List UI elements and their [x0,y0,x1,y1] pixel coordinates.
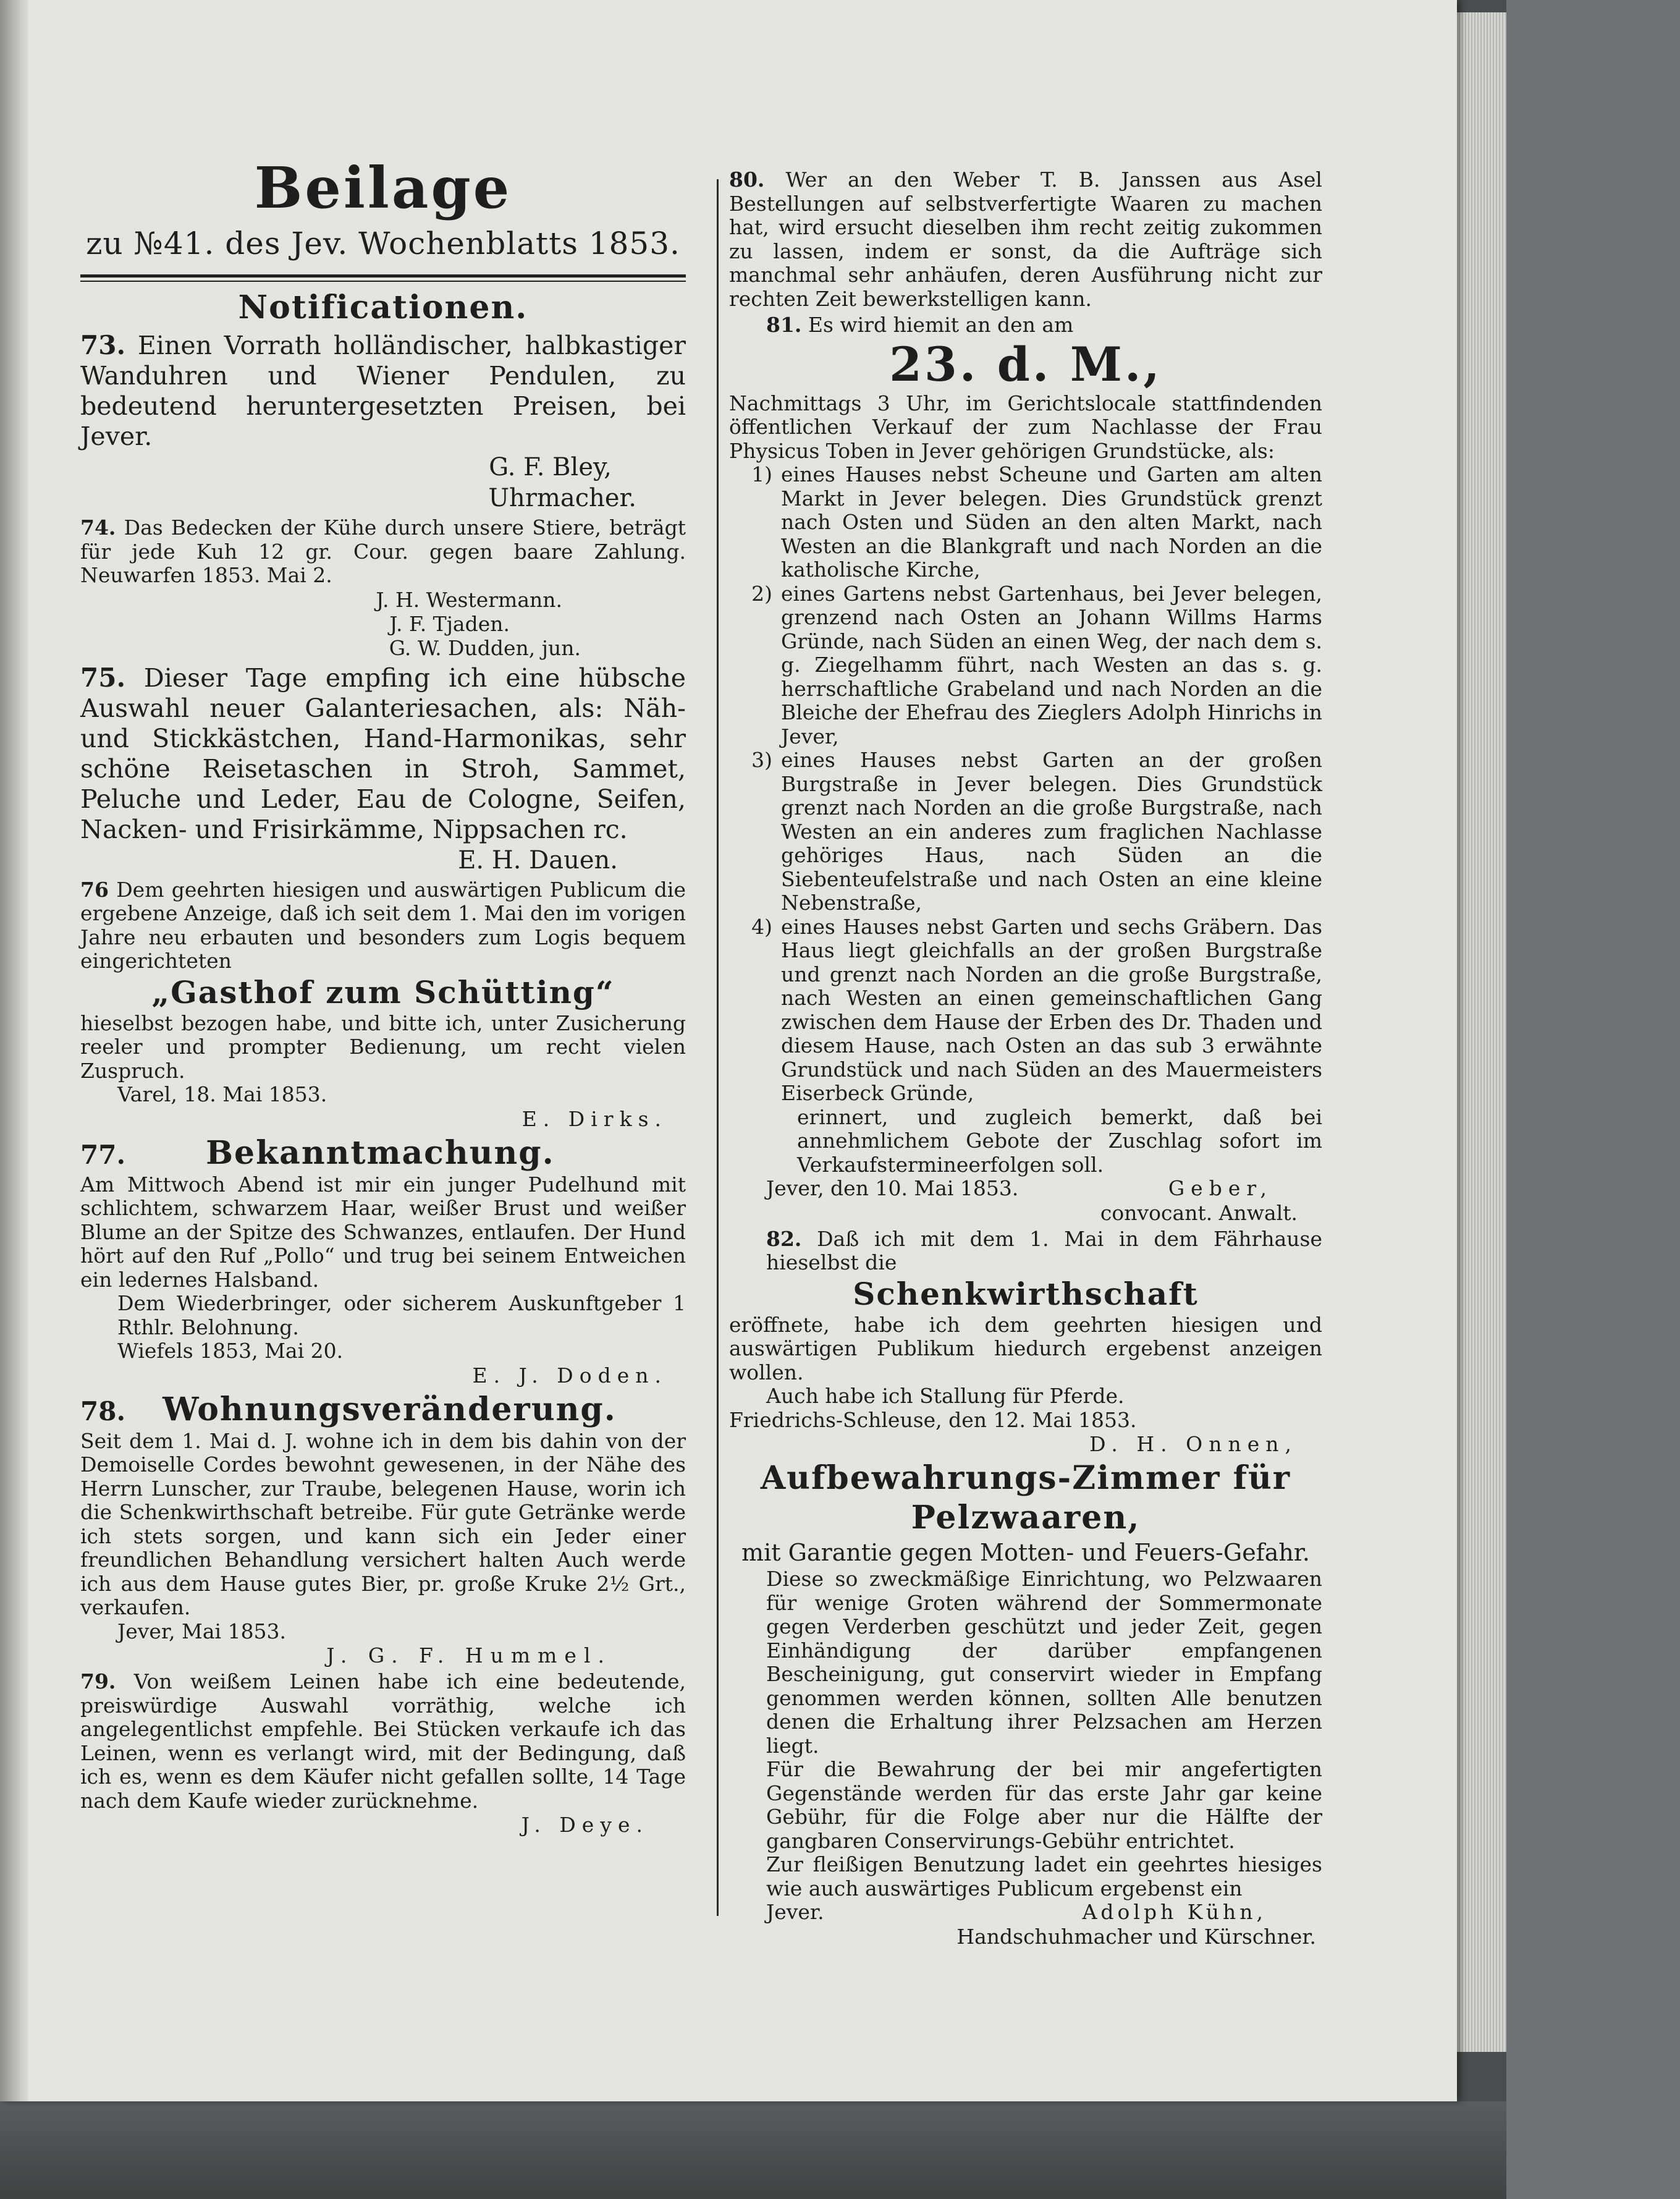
item-text: eines Gartens nebst Gartenhaus, bei Jever belegen, grenzend nach Osten an Johann Willms Harms Gründe, nach Süden an einen Weg, der nach dem s. g. Ziegelhamm führt, nach Westen an das s. g. herrschaftliche Grabeland und nach Norden an die Bleiche der Ehefrau des Zieglers Adolph Hinrichs in Jever, [781,581,1322,748]
binding-gutter [0,0,28,2101]
notice-heading: „Gasthof zum Schütting“ [151,973,615,1011]
item-number: 3) [751,748,772,772]
item-number: 2) [751,581,772,606]
ad-text: Diese so zweckmäßige Einrichtung, wo Pelzwaaren für wenige Groten während der Sommermonate gegen Verderben geschützt und jeder Zeit, gegen Einhändigung der darüber empfangenen Bescheinigung, gut conservirt wieder in Empfang genommen werden können, sollten Alle benutzen denen die Erhaltung ihrer Pelzsachen am Herzen liegt. [766,1567,1322,1758]
place-date: Friedrichs-Schleuse, den 12. Mai 1853. [729,1407,1137,1432]
notice-number: 73. [80,330,126,360]
place-date: Wiefels 1853, Mai 20. [117,1339,344,1363]
notice-text: Dem Wiederbringer, oder sicherem Auskunftgeber 1 Rthlr. Belohnung. [117,1291,686,1339]
signature: G. W. Dudden, jun. [389,635,581,660]
item-number: 1) [751,462,772,486]
notice-text: Am Mittwoch Abend ist mir ein junger Pudelhund mit schlichtem, schwarzem Haar, weißer Brust und weißer Blume an der Spitze des Schwanzes, entlaufen. Der Hund hört auf den Ruf „Pollo“ und trug bei seinem Entweichen ein ledernes Halsband. [80,1172,686,1292]
notice-number: 76 [80,877,109,902]
section-heading: Notificationen. [238,289,528,326]
notice-text: Nachmittags 3 Uhr, im Gerichtslocale stattfindenden öffentlichen Verkauf der zum Nachlasse der Frau Physicus Toben in Jever gehörigen Grundstücke, als: [729,391,1322,463]
signature: J. G. F. Hummel. [326,1643,612,1667]
ad-heading: Pelzwaaren, [911,1499,1141,1536]
signature: J. H. Westermann. [376,587,562,612]
notice-number: 77. [80,1139,126,1170]
notice-number: 82. [766,1226,802,1251]
signature-title: Handschuhmacher und Kürschner. [956,1924,1316,1949]
place-date: Jever, den 10. Mai 1853. [766,1176,1019,1200]
notice-closing: erinnert, und zugleich bemerkt, daß bei annehmlichem Gebote der Zuschlag sofort im Verkaufstermineerfolgen soll. [797,1104,1322,1177]
signature: G. F. Bley, [489,453,612,481]
notice-73 [80,330,686,514]
ad-text: Für die Bewahrung der bei mir angefertigten Gegenstände werden für das erste Jahr gar keine Gebühr, für die Folge aber nur die Hälfte der gangbaren Conservirungs-Gebühr entrichtet. [766,1757,1322,1853]
notice-text: hieselbst bezogen habe, und bitte ich, unter Zusicherung reeler und prompter Bedienung, um recht vielen Zuspruch. [80,1011,686,1083]
notice-74 [80,516,686,660]
signature-title: Uhrmacher. [488,484,636,512]
right-column [729,168,1322,1951]
signature: Geber, [1168,1176,1273,1200]
masthead-subtitle: zu №41. des Jev. Wochenblatts 1853. [86,226,680,261]
auction-date: 23. d. M., [889,336,1162,392]
book-cover-edge [1506,0,1680,2199]
notice-80 [729,168,1322,311]
column-divider [717,179,719,1916]
scan-background [0,2101,1506,2199]
masthead-title: Beilage [254,155,512,221]
signature: J. Deye. [521,1813,649,1837]
masthead-rule [80,274,686,282]
signature: E. H. Dauen. [458,845,618,875]
notice-number: 79. [80,1669,116,1693]
notice-text: Dieser Tage empfing ich eine hübsche Auswahl neuer Galanteriesachen, als: Näh- und Stickkästchen, Hand-Harmonikas, sehr schöne Reisetaschen in Stroh, Sammet, Peluche und Leder, Eau de Cologne, Seifen, Nacken- und Frisirkämme, Nippsachen rc. [80,663,686,844]
item-text: eines Hauses nebst Garten an der großen Burgstraße in Jever belegen. Dies Grundstück grenzt nach Norden an die große Burgstraße, nach Westen an ein anderes zum fraglichen Nachlasse gehöriges Haus, nach Süden an die Siebenteufelstraße und nach Osten an eine kleine Nebenstraße, [781,748,1322,915]
notice-intro: Es wird hiemit an den am [808,313,1074,337]
signature: J. F. Tjaden. [389,611,510,636]
notice-intro: Daß ich mit dem 1. Mai in dem Fährhause hieselbst die [766,1226,1322,1274]
notice-number: 74. [80,515,116,540]
notice-text: Auch habe ich Stallung für Pferde. [766,1384,1125,1408]
notice-number: 81. [766,313,802,337]
ad-text: Zur fleißigen Benutzung ladet ein geehrtes hiesiges wie auch auswärtiges Publicum ergebenst ein [766,1852,1322,1900]
notice-76 [80,878,686,1131]
signature: E. Dirks. [521,1106,667,1131]
signature: Adolph Kühn, [1082,1900,1267,1924]
left-column [80,155,686,1839]
notice-text: Einen Vorrath holländischer, halbkastiger Wanduhren und Wiener Pendulen, zu bedeutend heruntergesetzten Preisen, bei Jever. [80,331,686,451]
notice-text: eröffnete, habe ich dem geehrten hiesigen und auswärtigen Publikum hiedurch ergebenst anzeigen wollen. [729,1312,1322,1384]
fur-storage-ad [729,1459,1322,1949]
notice-82 [729,1227,1322,1457]
property-item-2 [729,582,1322,749]
notice-75 [80,663,686,876]
notice-78 [80,1390,686,1668]
place-date: Jever, Mai 1853. [117,1619,287,1643]
page-stack-edge [1457,12,1506,2052]
signature-title: convocant. Anwalt. [1100,1200,1298,1225]
item-text: eines Hauses nebst Scheune und Garten am alten Markt in Jever belegen. Dies Grundstück grenzt nach Osten und Süden an den alten Markt, nach Westen an die Blankgraft und nach Norden an die katholische Kirche, [781,462,1322,582]
place-date: Varel, 18. Mai 1853. [117,1082,327,1106]
signature: D. H. Onnen, [1089,1432,1298,1456]
item-number: 4) [751,914,772,939]
notice-heading: Schenkwirthschaft [853,1275,1199,1312]
notice-text: Das Bedecken der Kühe durch unsere Stiere, beträgt für jede Kuh 12 gr. Cour. gegen baare Zahlung. Neuwarfen 1853. Mai 2. [80,515,686,587]
notice-text: Dem geehrten hiesigen und auswärtigen Publicum die ergebene Anzeige, daß ich seit dem 1. Mai den im vorigen Jahre neu erbauten und besonders zum Logis bequem eingerichteten [80,877,686,973]
ad-heading: Aufbewahrungs-Zimmer für [760,1459,1291,1497]
item-text: eines Hauses nebst Garten und sechs Gräbern. Das Haus liegt gleichfalls an der großen Burgstraße und grenzt nach Norden an die große Burgstraße, nach Westen an einen gemeinschaftlichen Gang zwischen dem Hause der Erben des Dr. Thaden und diesem Hause, nach Osten an das sub 3 erwähnte Grundstück und nach Süden an des Mauermeisters Eiserbeck Gründe, [781,914,1322,1105]
notice-number: 78. [80,1396,126,1426]
property-item-1 [729,463,1322,582]
notice-79 [80,1670,686,1837]
place: Jever. [766,1900,824,1924]
notice-text: Wer an den Weber T. B. Janssen aus Asel Bestellungen auf selbstverfertigte Waaren zu machen hat, wird ersucht dieselben ihm recht zeitig zukommen zu lassen, indem er sonst, da die Aufträge sich manchmal sehr anhäufen, deren Ausführung nicht zur rechten Zeit bewerkstelligen kann. [729,167,1322,311]
property-item-4 [729,915,1322,1106]
notice-heading: Bekanntmachung. [206,1133,555,1172]
notice-81 [729,313,1322,1225]
signature: E. J. Doden. [472,1363,667,1388]
notice-77 [80,1133,686,1388]
property-item-3 [729,748,1322,915]
notice-heading: Wohnungsveränderung. [163,1390,617,1428]
notice-text: Von weißem Leinen habe ich eine bedeutende, preiswürdige Auswahl vorräthig, welche ich angelegentlichst empfehle. Bei Stücken verkaufe ich das Leinen, wenn es verlangt wird, mit der Bedingung, daß ich es, wenn es dem Käufer nicht gefallen sollte, 14 Tage nach dem Kaufe wieder zurücknehme. [80,1669,686,1813]
notice-text: Seit dem 1. Mai d. J. wohne ich in dem bis dahin von der Demoiselle Cordes bewohnt gewesenen, in der Nähe des Herrn Lunscher, zur Traube, belegenen Hause, worin ich die Schenkwirthschaft betreibe. Für gute Getränke werde ich stets sorgen, und kann sich ein Jeder einer freundlichen Behandlung versichert halten Auch werde ich aus dem Hause gutes Bier, pr. große Kruke 2½ Grt., verkaufen. [80,1428,686,1619]
notice-number: 75. [80,662,126,693]
notice-number: 80. [729,167,765,192]
ad-subheading: mit Garantie gegen Motten- und Feuers-Gefahr. [741,1539,1310,1566]
